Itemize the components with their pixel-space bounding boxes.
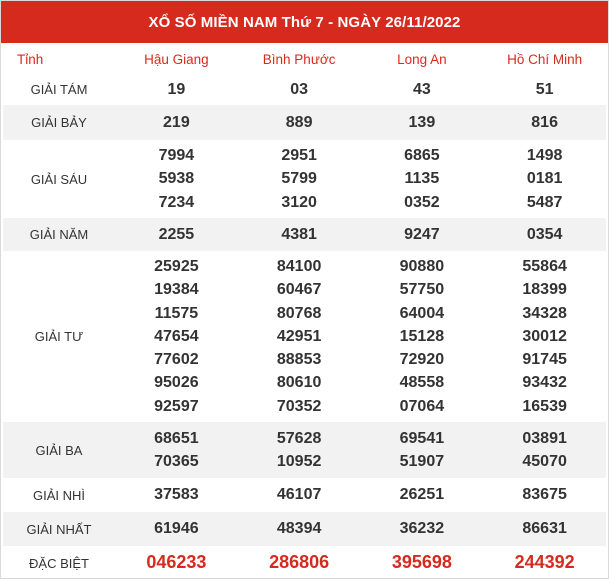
lottery-number: 07064 (399, 397, 445, 415)
lottery-number: 48394 (276, 520, 322, 538)
lottery-number: 51907 (399, 453, 445, 470)
lottery-number: 7234 (158, 193, 195, 211)
lottery-number: 5487 (526, 193, 563, 211)
lottery-number: 69541 (399, 429, 445, 447)
page-title: XỔ SỐ MIỀN NAM Thứ 7 - NGÀY 26/11/2022 (1, 1, 608, 43)
result-cell-ho-chi-minh (483, 512, 606, 546)
lottery-number: 46107 (276, 486, 322, 504)
lottery-number: 77602 (154, 351, 199, 369)
result-cell-ho-chi-minh (483, 140, 606, 218)
result-cell-binh-phuoc (238, 512, 361, 546)
lottery-number: 0181 (526, 170, 563, 188)
lottery-number: 86631 (522, 520, 567, 538)
province-header-label: Tỉnh (17, 52, 44, 67)
lottery-number: 80610 (276, 374, 322, 392)
lottery-number: 889 (285, 113, 313, 131)
lottery-number: 5938 (158, 170, 195, 188)
lottery-number: 9247 (404, 225, 440, 243)
result-cell-long-an (361, 512, 484, 546)
lottery-number: 36232 (399, 520, 445, 538)
lottery-number: 1498 (526, 147, 563, 165)
lottery-number: 816 (531, 113, 558, 131)
special-prize-row (3, 546, 606, 580)
lottery-number: 93432 (522, 374, 567, 392)
result-cell-binh-phuoc (238, 218, 361, 251)
lottery-number: 92597 (154, 397, 199, 415)
lottery-number: 219 (163, 113, 190, 131)
result-cell-long-an (361, 74, 484, 105)
prize-label: GIẢI BA (3, 422, 115, 478)
prize-label: GIẢI NHẤT (3, 512, 115, 546)
lottery-number: 6865 (404, 147, 440, 165)
result-cell-long-an (361, 478, 484, 512)
lottery-number: 3120 (281, 193, 317, 211)
prize-4-row (3, 251, 606, 422)
result-cell-long-an (361, 546, 484, 580)
prize-6-row (3, 140, 606, 218)
result-cell-ho-chi-minh (483, 478, 606, 512)
result-cell-binh-phuoc (238, 105, 361, 140)
lottery-number: 2255 (158, 225, 195, 243)
lottery-number: 30012 (522, 327, 567, 345)
lottery-number: 60467 (276, 281, 322, 299)
lottery-number: 139 (408, 113, 436, 131)
prize-5-row (3, 218, 606, 251)
result-cell-long-an (361, 218, 484, 251)
result-cell-ho-chi-minh (483, 422, 606, 478)
lottery-number: 90880 (399, 257, 445, 275)
prize-label: ĐẶC BIỆT (29, 555, 89, 571)
lottery-number: 19 (167, 80, 186, 98)
result-cell-binh-phuoc (238, 478, 361, 512)
lottery-number: 83675 (522, 486, 567, 504)
lottery-number: 57750 (399, 281, 445, 299)
province-hau-giang[interactable]: Hậu Giang (144, 52, 209, 67)
lottery-number: 244392 (514, 552, 575, 573)
lottery-number: 70365 (154, 453, 199, 470)
lottery-number: 55864 (522, 257, 567, 275)
lottery-number: 51 (535, 80, 554, 98)
lottery-number: 61946 (154, 520, 199, 538)
prize-label: GIẢI NĂM (3, 218, 115, 251)
lottery-number: 70352 (276, 397, 322, 415)
result-cell-ho-chi-minh (483, 218, 606, 251)
province-binh-phuoc[interactable]: Bình Phước (262, 52, 336, 67)
result-cell-binh-phuoc (238, 251, 361, 422)
lottery-number: 43 (412, 80, 431, 98)
result-cell-binh-phuoc (238, 422, 361, 478)
lottery-number: 1135 (404, 170, 440, 188)
result-cell-hau-giang (115, 74, 238, 105)
result-cell-ho-chi-minh (483, 105, 606, 140)
result-cell-long-an (361, 140, 484, 218)
result-cell-long-an (361, 251, 484, 422)
prize-7-row (3, 105, 606, 140)
lottery-number: 42951 (276, 327, 322, 345)
province-long-an[interactable]: Long An (397, 52, 447, 67)
prize-8-row (3, 74, 606, 105)
result-cell-long-an (361, 422, 484, 478)
lottery-number: 45070 (522, 453, 567, 470)
lottery-number: 03 (290, 80, 309, 98)
lottery-number: 72920 (399, 351, 445, 369)
result-cell-hau-giang (115, 546, 238, 580)
lottery-number: 4381 (281, 225, 317, 243)
result-cell-binh-phuoc (238, 546, 361, 580)
lottery-number: 95026 (154, 374, 199, 392)
lottery-number: 37583 (154, 486, 199, 504)
lottery-number: 03891 (522, 429, 567, 447)
prize-2-row (3, 478, 606, 512)
prize-1-row (3, 512, 606, 546)
lottery-number: 80768 (276, 304, 322, 322)
lottery-number: 19384 (154, 281, 199, 299)
prize-label: GIẢI NHÌ (32, 487, 85, 503)
prize-label: GIẢI BẢY (3, 105, 115, 140)
lottery-number: 0352 (404, 193, 440, 211)
lottery-number: 25925 (154, 257, 199, 275)
result-cell-hau-giang (115, 251, 238, 422)
result-cell-binh-phuoc (238, 74, 361, 105)
result-cell-hau-giang (115, 512, 238, 546)
result-cell-ho-chi-minh (483, 546, 606, 580)
lottery-number: 64004 (399, 304, 445, 322)
lottery-number: 286806 (269, 552, 330, 573)
prize-label: GIẢI TÁM (30, 82, 88, 97)
lottery-number: 16539 (522, 397, 567, 415)
lottery-number: 88853 (276, 351, 322, 369)
result-cell-binh-phuoc (238, 140, 361, 218)
header-row (3, 45, 606, 74)
result-cell-hau-giang (115, 422, 238, 478)
lottery-number: 11575 (154, 304, 199, 322)
result-cell-hau-giang (115, 105, 238, 140)
lottery-number: 395698 (391, 552, 452, 573)
lottery-number: 0354 (526, 225, 563, 243)
result-cell-ho-chi-minh (483, 251, 606, 422)
lottery-number: 18399 (522, 281, 567, 299)
lottery-number: 57628 (276, 429, 322, 447)
prize-label: GIẢI TƯ (34, 329, 84, 344)
result-cell-hau-giang (115, 140, 238, 218)
lottery-number: 84100 (276, 257, 322, 275)
prize-label: GIẢI SÁU (30, 171, 88, 187)
lottery-number: 7994 (158, 147, 195, 165)
lottery-number: 5799 (281, 170, 317, 188)
result-cell-long-an (361, 105, 484, 140)
lottery-number: 10952 (276, 453, 322, 470)
result-cell-hau-giang (115, 218, 238, 251)
results-table (3, 45, 606, 580)
lottery-number: 48558 (399, 374, 445, 392)
result-cell-hau-giang (115, 478, 238, 512)
result-cell-ho-chi-minh (483, 74, 606, 105)
lottery-number: 26251 (399, 486, 445, 504)
lottery-number: 34328 (522, 304, 567, 322)
prize-3-row (3, 422, 606, 478)
lottery-number: 47654 (154, 327, 199, 345)
lottery-number: 2951 (281, 147, 317, 165)
lottery-number: 91745 (522, 351, 567, 369)
lottery-number: 046233 (146, 552, 207, 573)
lottery-number: 15128 (399, 327, 445, 345)
province-ho-chi-minh[interactable]: Hồ Chí Minh (507, 52, 583, 67)
lottery-number: 68651 (154, 429, 199, 447)
